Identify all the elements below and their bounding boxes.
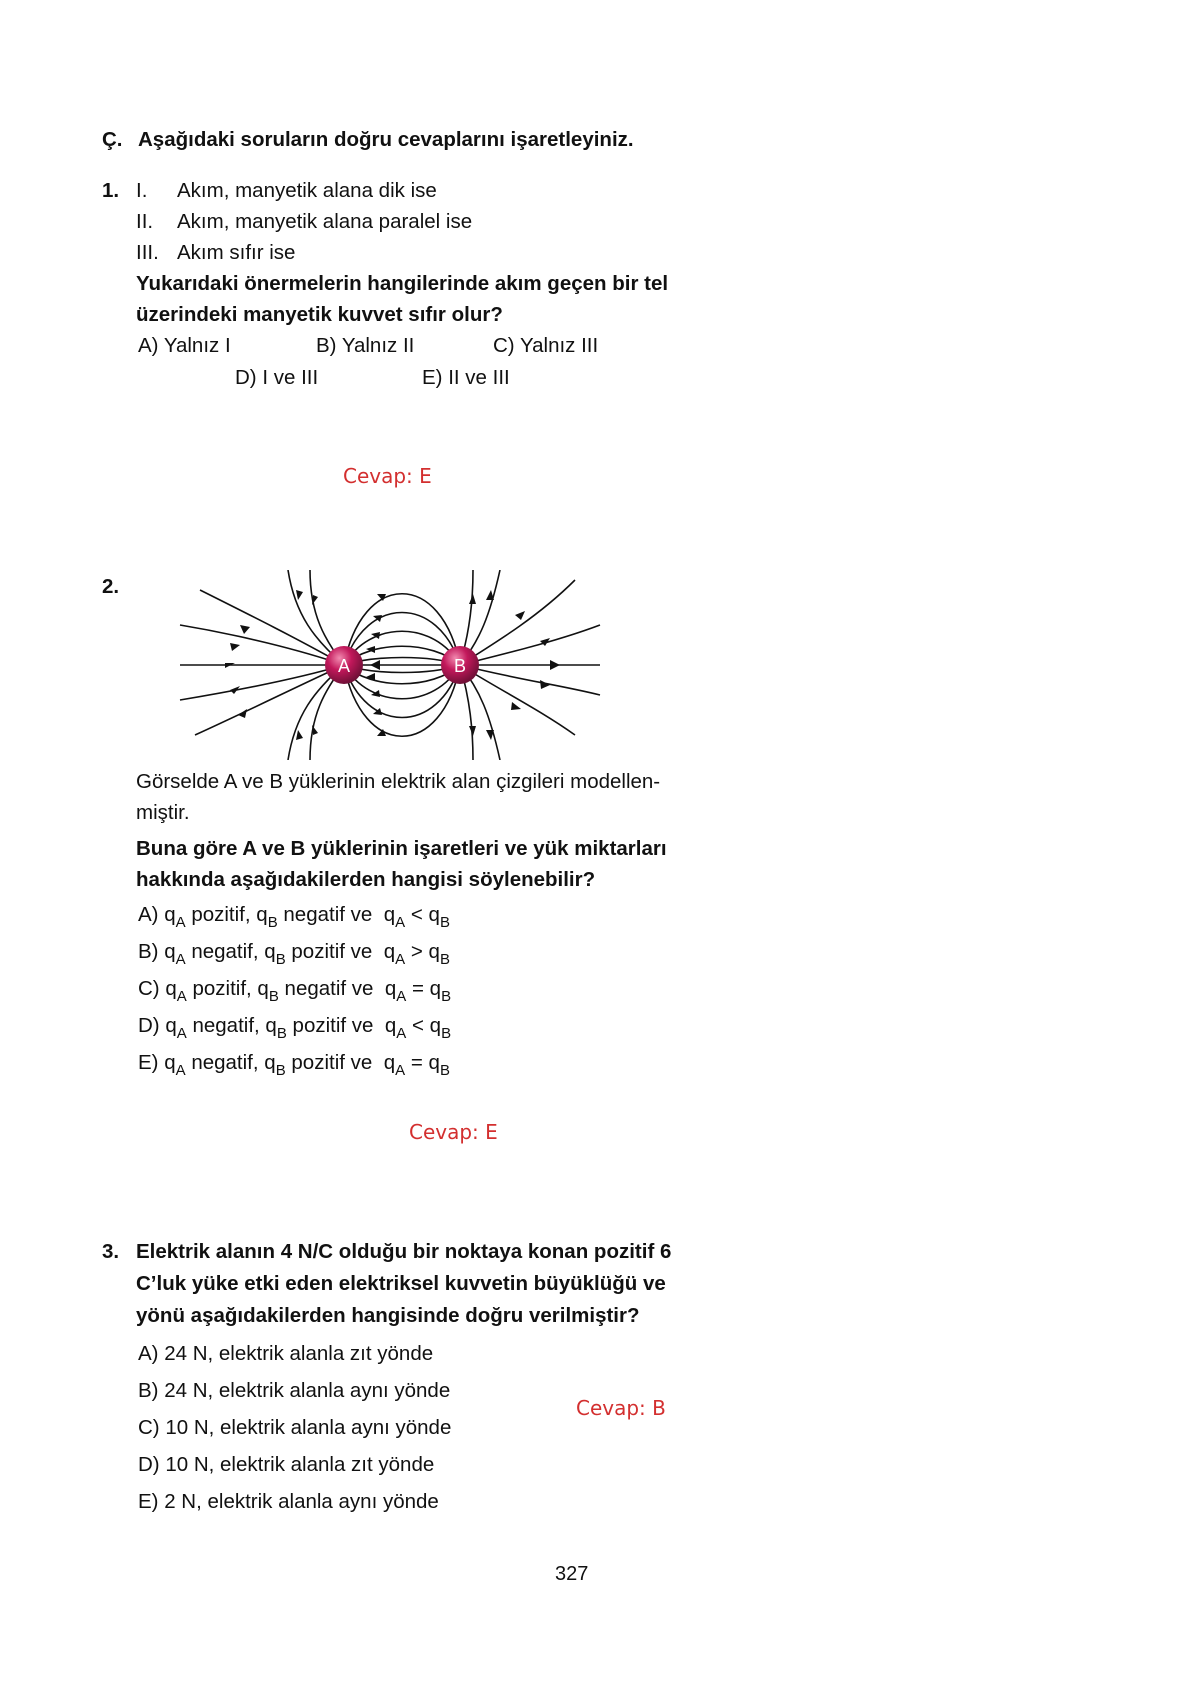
option-a[interactable]: A) $q_A$ pozitif, $q_B$ negatif ve $q_A < q_B$: [138, 903, 450, 931]
charge-a: [325, 646, 363, 684]
page-number: 327: [555, 1563, 589, 1585]
statement-text: Akım, manyetik alana dik ise: [177, 179, 437, 202]
option-d[interactable]: D) I ve III: [235, 366, 319, 389]
option-d[interactable]: D) $q_A$ negatif, $q_B$ pozitif ve $q_A < q_B$: [138, 1014, 452, 1042]
section-title: Aşağıdaki soruların doğru cevaplarını işaretleyiniz.: [138, 128, 634, 151]
charge-b-label: B: [453, 656, 467, 676]
question-text: hakkında aşağıdakilerden hangisi söylenebilir?: [136, 868, 596, 891]
charge-b: [441, 646, 479, 684]
electric-field-diagram: [170, 570, 630, 760]
option-c[interactable]: C) $q_A$ pozitif, $q_B$ negatif ve $q_A = q_B$: [138, 977, 452, 1005]
statement-text: Akım, manyetik alana paralel ise: [177, 210, 473, 233]
option-b[interactable]: B) 24 N, elektrik alanla aynı yönde: [138, 1379, 451, 1402]
question-number: 3.: [102, 1240, 120, 1263]
charge-a-label: A: [337, 656, 351, 676]
option-a[interactable]: A) Yalnız I: [138, 334, 231, 357]
option-b[interactable]: B) $q_A$ negatif, $q_B$ pozitif ve $q_A > q_B$: [138, 940, 450, 968]
question-number: 2.: [102, 575, 120, 598]
option-d[interactable]: D) 10 N, elektrik alanla zıt yönde: [138, 1453, 435, 1476]
option-c[interactable]: C) 10 N, elektrik alanla aynı yönde: [138, 1416, 452, 1439]
question-text: Elektrik alanın 4 N/C olduğu bir noktaya konan pozitif 6: [136, 1240, 672, 1263]
answer-label: Cevap: B: [576, 1396, 666, 1420]
option-a[interactable]: A) 24 N, elektrik alanla zıt yönde: [138, 1342, 434, 1365]
statement-roman: III.: [136, 241, 159, 264]
question-text: Yukarıdaki önermelerin hangilerinde akım geçen bir tel: [136, 272, 669, 295]
description-text: Görselde A ve B yüklerinin elektrik alan çizgileri modellen-: [136, 770, 661, 793]
question-text: C’luk yüke etki eden elektriksel kuvvetin büyüklüğü ve: [136, 1272, 666, 1295]
question-number: 1.: [102, 179, 120, 202]
option-e[interactable]: E) 2 N, elektrik alanla aynı yönde: [138, 1490, 439, 1513]
statement-roman: I.: [136, 179, 148, 202]
statement-text: Akım sıfır ise: [177, 241, 296, 264]
question-text: üzerindeki manyetik kuvvet sıfır olur?: [136, 303, 503, 326]
section-letter: Ç.: [102, 128, 123, 151]
description-text: miştir.: [136, 801, 190, 824]
question-text: yönü aşağıdakilerden hangisinde doğru verilmiştir?: [136, 1304, 640, 1327]
option-e[interactable]: E) $q_A$ negatif, $q_B$ pozitif ve $q_A = q_B$: [138, 1051, 450, 1079]
option-c[interactable]: C) Yalnız III: [493, 334, 599, 357]
answer-label: Cevap: E: [343, 464, 432, 488]
statement-roman: II.: [136, 210, 154, 233]
answer-label: Cevap: E: [409, 1120, 498, 1144]
option-e[interactable]: E) II ve III: [422, 366, 510, 389]
option-b[interactable]: B) Yalnız II: [316, 334, 415, 357]
question-text: Buna göre A ve B yüklerinin işaretleri ve yük miktarları: [136, 837, 667, 860]
